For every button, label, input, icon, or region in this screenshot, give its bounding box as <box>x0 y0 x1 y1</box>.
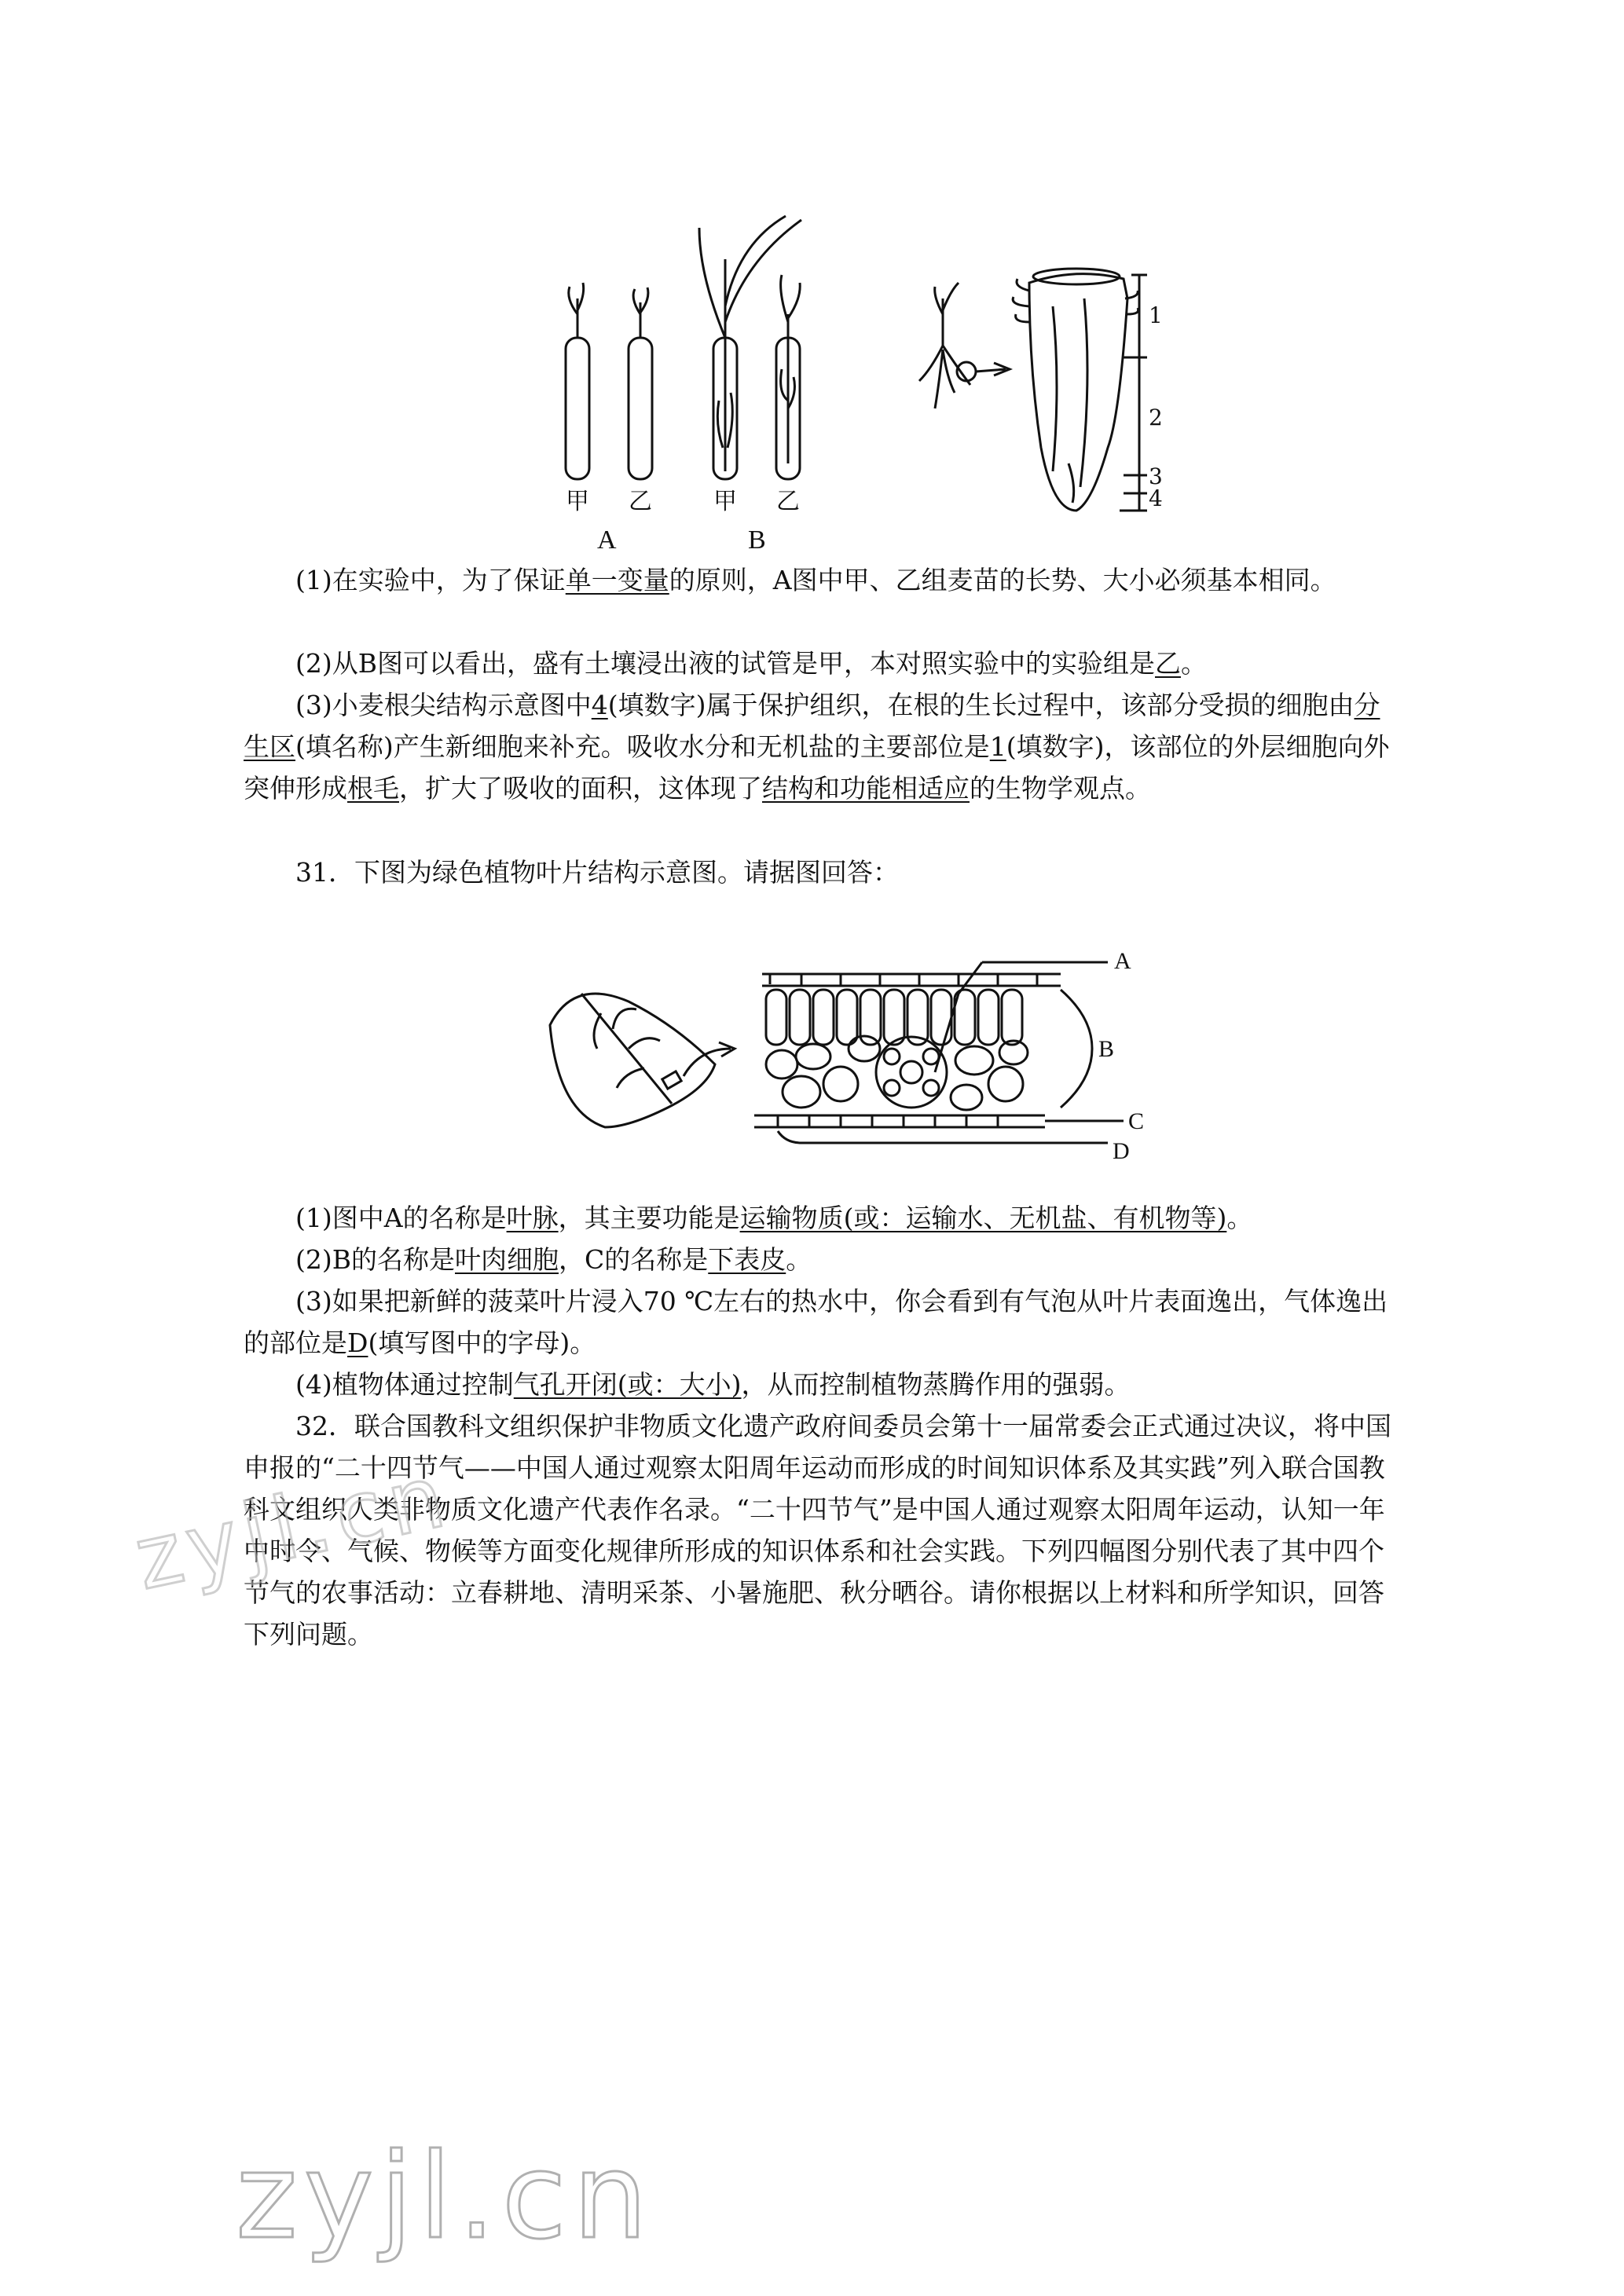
q31-part3: (3)如果把新鲜的菠菜叶片浸入70 ℃左右的热水中，你会看到有气泡从叶片表面逸出，气体逸出的部位是D(填写图中的字母)。 <box>244 1286 1388 1358</box>
watermark-logo: zyjl.cn <box>126 1445 460 1609</box>
tube-b-jia <box>699 216 801 479</box>
answer-blank: 单一变量 <box>565 565 669 595</box>
tube-label: 乙 <box>776 489 800 514</box>
leaf-label-a: A <box>1114 948 1131 974</box>
group-label: B <box>748 525 766 555</box>
answer-blank: 分生区 <box>244 690 1380 762</box>
answer-blank: 气孔开闭(或：大小) <box>513 1369 742 1400</box>
tube-a-yi <box>629 287 652 479</box>
group-label: A <box>597 525 617 555</box>
leaf-cross-section <box>754 962 1124 1143</box>
root-zone-3: 3 <box>1149 463 1163 489</box>
tube-label: 甲 <box>713 489 737 514</box>
seedling-root-figure <box>542 212 1155 558</box>
answer-blank: D <box>347 1327 368 1358</box>
q31-part1: (1)图中A的名称是叶脉，其主要功能是运输物质(或：运输水、无机盐、有机物等)。 <box>295 1203 1253 1233</box>
answer-blank: 甲 <box>818 648 844 679</box>
leaf-label-d: D <box>1113 1138 1130 1164</box>
q30-part3: (3)小麦根尖结构示意图中4(填数字)属于保护组织，在根的生长过程中，该部分受损的细胞由分生区(填名称)产生新细胞来补充。吸收水分和无机盐的主要部位是1(填数字)，该部位的外层细胞向外突伸形成根毛，扩大了吸收的面积，这体现了结构和功能相适应的生物学观点。 <box>244 690 1390 804</box>
tube-label: 乙 <box>629 489 652 514</box>
root-zone-4: 4 <box>1149 485 1163 511</box>
q31-stem: 31．下图为绿色植物叶片结构示意图。请据图回答： <box>295 857 899 888</box>
leaf-outline <box>550 994 735 1127</box>
q32-stem: 32．联合国教科文组织保护非物质文化遗产政府间委员会第十一届常委会正式通过决议，将中国申报的“二十四节气——中国人通过观察太阳周年运动而形成的时间知识体系及其实践”列入联合国教科文组织人类非物质文化遗产代表作名录。“二十四节气”是中国人通过观察太阳周年运动，认知一年中时令、气候、物候等方面变化规律所形成的知识体系和社会实践。下列四幅图分别代表了其中四个节气的农事活动：立春耕地、清明采茶、小暑施肥、秋分晒谷。请你根据以上材料和所学知识，回答下列问题。 <box>244 1411 1391 1650</box>
answer-blank: 乙 <box>1155 648 1181 679</box>
answer-blank: 叶肉细胞 <box>455 1244 559 1275</box>
leaf-label-b: B <box>1098 1036 1115 1062</box>
root-zone-scale <box>1120 275 1147 511</box>
tube-b-yi <box>776 275 800 479</box>
answer-blank: 叶脉 <box>506 1203 559 1233</box>
leaf-structure-figure <box>542 931 1155 1190</box>
tube-label: 甲 <box>566 489 589 514</box>
answer-blank: 运输物质(或：运输水、无机盐、有机物等) <box>739 1203 1227 1233</box>
watermark-logo: zyjl.cn <box>236 2129 654 2265</box>
answer-blank: 下表皮 <box>708 1244 786 1275</box>
leaf-label-c: C <box>1128 1108 1145 1134</box>
q30-part2: (2)从B图可以看出，盛有土壤浸出液的试管是甲，本对照实验中的实验组是乙。 <box>295 648 1207 679</box>
q30-part1: (1)在实验中，为了保证单一变量的原则，A图中甲、乙组麦苗的长势、大小必须基本相同。 <box>295 565 1336 595</box>
root-zone-2: 2 <box>1149 405 1163 430</box>
root-tip <box>1013 269 1138 511</box>
root-zone-1: 1 <box>1149 302 1163 328</box>
q31-part4: (4)植物体通过控制气孔开闭(或：大小)，从而控制植物蒸腾作用的强弱。 <box>295 1369 1131 1400</box>
tube-a-jia <box>566 283 589 479</box>
answer-blank: 4 <box>591 690 608 720</box>
answer-blank: 结构和功能相适应 <box>762 773 970 804</box>
seedling-with-root <box>919 283 1010 408</box>
answer-blank: 1 <box>989 731 1006 762</box>
q31-part2: (2)B的名称是叶肉细胞，C的名称是下表皮。 <box>295 1244 812 1275</box>
answer-blank: 根毛 <box>347 773 399 804</box>
